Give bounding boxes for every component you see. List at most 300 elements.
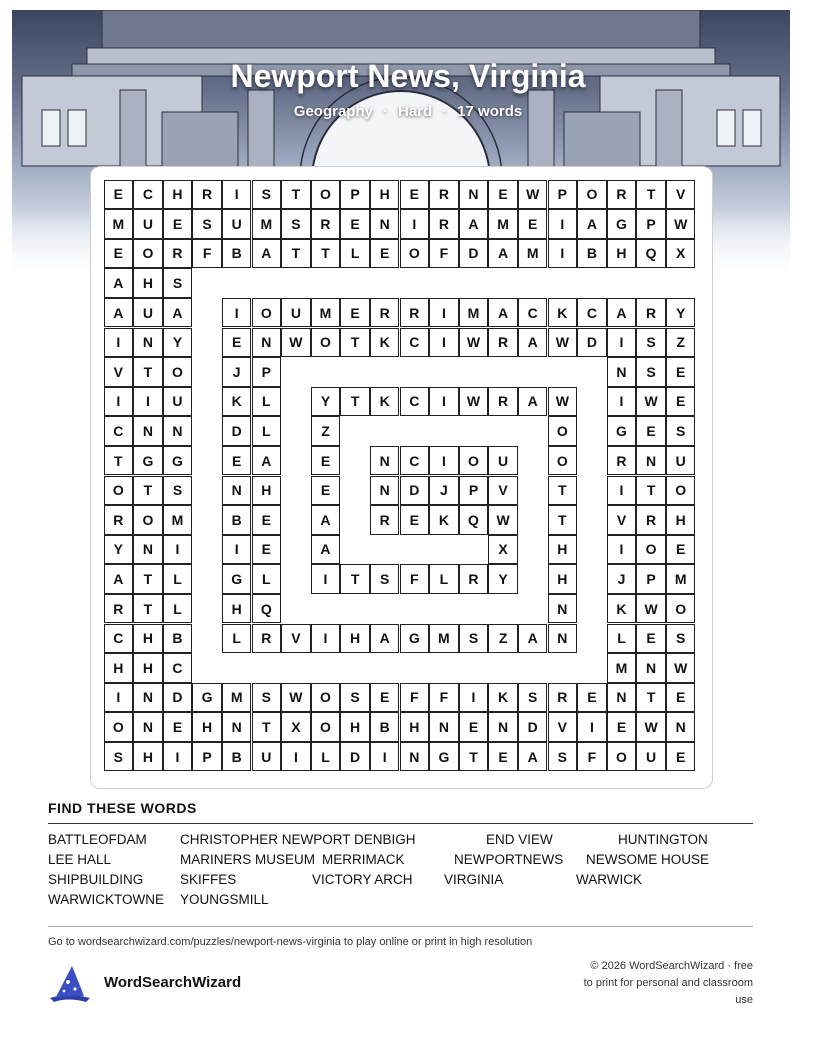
grid-cell[interactable]: Y — [311, 387, 341, 417]
grid-cell[interactable]: U — [133, 209, 163, 239]
grid-cell[interactable]: R — [429, 209, 459, 239]
grid-cell[interactable]: L — [252, 387, 282, 417]
grid-cell[interactable]: U — [488, 446, 518, 476]
grid-cell[interactable]: A — [518, 328, 548, 358]
grid-cell[interactable]: B — [222, 239, 252, 269]
grid-cell[interactable]: I — [429, 298, 459, 328]
grid-cell[interactable]: I — [429, 446, 459, 476]
grid-cell[interactable]: U — [133, 298, 163, 328]
grid-cell[interactable]: O — [311, 712, 341, 742]
grid-cell[interactable]: I — [459, 683, 489, 713]
grid-cell[interactable]: P — [636, 209, 666, 239]
grid-cell[interactable]: R — [400, 298, 430, 328]
grid-cell[interactable]: H — [340, 624, 370, 654]
grid-cell[interactable]: P — [252, 357, 282, 387]
grid-cell[interactable]: E — [370, 239, 400, 269]
grid-cell[interactable]: I — [370, 742, 400, 772]
grid-cell[interactable]: F — [192, 239, 222, 269]
grid-cell[interactable]: H — [252, 476, 282, 506]
grid-cell[interactable]: G — [222, 564, 252, 594]
grid-cell[interactable]: P — [459, 476, 489, 506]
grid-cell[interactable]: J — [607, 564, 637, 594]
grid-cell[interactable]: H — [370, 180, 400, 210]
grid-cell[interactable]: Q — [636, 239, 666, 269]
grid-cell[interactable]: O — [133, 505, 163, 535]
grid-cell[interactable]: T — [340, 564, 370, 594]
grid-cell[interactable]: E — [488, 742, 518, 772]
grid-cell[interactable]: B — [163, 624, 193, 654]
grid-cell[interactable]: E — [400, 505, 430, 535]
grid-cell[interactable]: K — [222, 387, 252, 417]
grid-cell[interactable]: N — [636, 653, 666, 683]
grid-cell[interactable]: O — [311, 683, 341, 713]
grid-cell[interactable]: E — [163, 209, 193, 239]
grid-cell[interactable]: G — [192, 683, 222, 713]
grid-cell[interactable]: O — [548, 446, 578, 476]
grid-cell[interactable]: R — [429, 180, 459, 210]
grid-cell[interactable]: E — [400, 180, 430, 210]
grid-cell[interactable]: N — [400, 742, 430, 772]
grid-cell[interactable]: T — [133, 357, 163, 387]
grid-cell[interactable]: I — [133, 387, 163, 417]
grid-cell[interactable]: S — [104, 742, 134, 772]
grid-cell[interactable]: S — [459, 624, 489, 654]
grid-cell[interactable]: T — [133, 476, 163, 506]
grid-cell[interactable]: E — [666, 357, 696, 387]
grid-cell[interactable]: L — [163, 564, 193, 594]
grid-cell[interactable]: V — [104, 357, 134, 387]
grid-cell[interactable]: I — [607, 387, 637, 417]
grid-cell[interactable]: A — [104, 298, 134, 328]
grid-cell[interactable]: M — [607, 653, 637, 683]
grid-cell[interactable]: I — [222, 535, 252, 565]
grid-cell[interactable]: E — [311, 446, 341, 476]
grid-cell[interactable]: A — [252, 446, 282, 476]
grid-cell[interactable]: N — [607, 683, 637, 713]
grid-cell[interactable]: W — [281, 328, 311, 358]
grid-cell[interactable]: R — [370, 505, 400, 535]
grid-cell[interactable]: U — [666, 446, 696, 476]
grid-cell[interactable]: R — [252, 624, 282, 654]
grid-cell[interactable]: N — [133, 535, 163, 565]
grid-cell[interactable]: Y — [666, 298, 696, 328]
grid-cell[interactable]: R — [488, 387, 518, 417]
grid-cell[interactable]: L — [163, 594, 193, 624]
grid-cell[interactable]: G — [133, 446, 163, 476]
grid-cell[interactable]: T — [104, 446, 134, 476]
grid-cell[interactable]: A — [607, 298, 637, 328]
grid-cell[interactable]: R — [636, 298, 666, 328]
grid-cell[interactable]: H — [548, 535, 578, 565]
grid-cell[interactable]: E — [518, 209, 548, 239]
grid-cell[interactable]: E — [636, 624, 666, 654]
grid-cell[interactable]: N — [548, 624, 578, 654]
grid-cell[interactable]: Q — [252, 594, 282, 624]
grid-cell[interactable]: M — [104, 209, 134, 239]
grid-cell[interactable]: I — [104, 387, 134, 417]
grid-cell[interactable]: H — [548, 564, 578, 594]
grid-cell[interactable]: N — [666, 712, 696, 742]
grid-cell[interactable]: H — [607, 239, 637, 269]
grid-cell[interactable]: D — [222, 416, 252, 446]
grid-cell[interactable]: K — [370, 328, 400, 358]
grid-cell[interactable]: I — [429, 328, 459, 358]
grid-cell[interactable]: O — [163, 357, 193, 387]
grid-cell[interactable]: S — [370, 564, 400, 594]
grid-cell[interactable]: R — [104, 594, 134, 624]
grid-cell[interactable]: V — [607, 505, 637, 535]
grid-cell[interactable]: E — [459, 712, 489, 742]
grid-cell[interactable]: P — [192, 742, 222, 772]
grid-cell[interactable]: D — [518, 712, 548, 742]
grid-cell[interactable]: E — [666, 742, 696, 772]
grid-cell[interactable]: H — [133, 624, 163, 654]
grid-cell[interactable]: S — [252, 683, 282, 713]
grid-cell[interactable]: B — [370, 712, 400, 742]
grid-cell[interactable]: H — [192, 712, 222, 742]
grid-cell[interactable]: T — [636, 180, 666, 210]
grid-cell[interactable]: V — [666, 180, 696, 210]
grid-cell[interactable]: Y — [163, 328, 193, 358]
grid-cell[interactable]: R — [459, 564, 489, 594]
grid-cell[interactable]: H — [222, 594, 252, 624]
grid-cell[interactable]: K — [607, 594, 637, 624]
grid-cell[interactable]: E — [370, 683, 400, 713]
grid-cell[interactable]: I — [104, 683, 134, 713]
grid-cell[interactable]: O — [666, 476, 696, 506]
grid-cell[interactable]: S — [548, 742, 578, 772]
grid-cell[interactable]: A — [311, 505, 341, 535]
grid-cell[interactable]: M — [459, 298, 489, 328]
grid-cell[interactable]: L — [340, 239, 370, 269]
grid-cell[interactable]: E — [163, 712, 193, 742]
grid-cell[interactable]: M — [252, 209, 282, 239]
grid-cell[interactable]: A — [459, 209, 489, 239]
grid-cell[interactable]: L — [311, 742, 341, 772]
grid-cell[interactable]: I — [548, 209, 578, 239]
grid-cell[interactable]: I — [311, 564, 341, 594]
grid-cell[interactable]: I — [104, 328, 134, 358]
letter-grid[interactable] — [104, 180, 696, 772]
grid-cell[interactable]: R — [607, 446, 637, 476]
grid-cell[interactable]: T — [133, 594, 163, 624]
grid-cell[interactable]: B — [577, 239, 607, 269]
grid-cell[interactable]: R — [163, 239, 193, 269]
grid-cell[interactable]: C — [400, 328, 430, 358]
grid-cell[interactable]: D — [340, 742, 370, 772]
grid-cell[interactable]: K — [429, 505, 459, 535]
grid-cell[interactable]: R — [311, 209, 341, 239]
grid-cell[interactable]: L — [607, 624, 637, 654]
grid-cell[interactable]: C — [104, 416, 134, 446]
grid-cell[interactable]: E — [311, 476, 341, 506]
grid-cell[interactable]: M — [488, 209, 518, 239]
grid-cell[interactable]: M — [518, 239, 548, 269]
grid-cell[interactable]: I — [429, 387, 459, 417]
grid-cell[interactable]: O — [311, 180, 341, 210]
grid-cell[interactable]: Y — [488, 564, 518, 594]
grid-cell[interactable]: N — [607, 357, 637, 387]
grid-cell[interactable]: F — [400, 564, 430, 594]
grid-cell[interactable]: N — [133, 416, 163, 446]
grid-cell[interactable]: T — [133, 564, 163, 594]
grid-cell[interactable]: G — [163, 446, 193, 476]
grid-cell[interactable]: H — [133, 742, 163, 772]
grid-cell[interactable]: S — [163, 476, 193, 506]
grid-cell[interactable]: T — [340, 328, 370, 358]
grid-cell[interactable]: V — [488, 476, 518, 506]
grid-cell[interactable]: N — [133, 328, 163, 358]
grid-cell[interactable]: I — [281, 742, 311, 772]
grid-cell[interactable]: U — [222, 209, 252, 239]
grid-cell[interactable]: C — [518, 298, 548, 328]
grid-cell[interactable]: I — [548, 239, 578, 269]
grid-cell[interactable]: F — [577, 742, 607, 772]
grid-cell[interactable]: P — [548, 180, 578, 210]
grid-cell[interactable]: N — [252, 328, 282, 358]
grid-cell[interactable]: Z — [488, 624, 518, 654]
grid-cell[interactable]: I — [163, 535, 193, 565]
grid-cell[interactable]: B — [222, 505, 252, 535]
grid-cell[interactable]: O — [400, 239, 430, 269]
grid-cell[interactable]: I — [607, 328, 637, 358]
grid-cell[interactable]: F — [429, 239, 459, 269]
grid-cell[interactable]: F — [429, 683, 459, 713]
grid-cell[interactable]: O — [548, 416, 578, 446]
grid-cell[interactable]: K — [548, 298, 578, 328]
grid-cell[interactable]: T — [459, 742, 489, 772]
grid-cell[interactable]: S — [163, 268, 193, 298]
grid-cell[interactable]: H — [104, 653, 134, 683]
grid-cell[interactable]: W — [518, 180, 548, 210]
grid-cell[interactable]: F — [400, 683, 430, 713]
grid-cell[interactable]: C — [133, 180, 163, 210]
grid-cell[interactable]: T — [548, 476, 578, 506]
grid-cell[interactable]: R — [607, 180, 637, 210]
grid-cell[interactable]: A — [518, 624, 548, 654]
grid-cell[interactable]: N — [429, 712, 459, 742]
grid-cell[interactable]: E — [340, 298, 370, 328]
grid-cell[interactable]: T — [281, 239, 311, 269]
grid-cell[interactable]: I — [163, 742, 193, 772]
grid-cell[interactable]: W — [548, 387, 578, 417]
grid-cell[interactable]: E — [577, 683, 607, 713]
grid-cell[interactable]: A — [518, 387, 548, 417]
grid-cell[interactable]: X — [281, 712, 311, 742]
grid-cell[interactable]: A — [163, 298, 193, 328]
grid-cell[interactable]: R — [548, 683, 578, 713]
grid-cell[interactable]: A — [488, 298, 518, 328]
grid-cell[interactable]: A — [252, 239, 282, 269]
grid-cell[interactable]: I — [577, 712, 607, 742]
grid-cell[interactable]: G — [400, 624, 430, 654]
grid-cell[interactable]: E — [607, 712, 637, 742]
grid-cell[interactable]: H — [163, 180, 193, 210]
grid-cell[interactable]: S — [636, 328, 666, 358]
grid-cell[interactable]: T — [311, 239, 341, 269]
grid-cell[interactable]: O — [636, 535, 666, 565]
grid-cell[interactable]: E — [666, 535, 696, 565]
grid-cell[interactable]: T — [548, 505, 578, 535]
grid-cell[interactable]: V — [281, 624, 311, 654]
grid-cell[interactable]: Y — [104, 535, 134, 565]
grid-cell[interactable]: I — [607, 476, 637, 506]
grid-cell[interactable]: W — [459, 328, 489, 358]
grid-cell[interactable]: Z — [311, 416, 341, 446]
grid-cell[interactable]: H — [133, 653, 163, 683]
grid-cell[interactable]: K — [370, 387, 400, 417]
grid-cell[interactable]: E — [252, 535, 282, 565]
grid-cell[interactable]: N — [488, 712, 518, 742]
grid-cell[interactable]: X — [666, 239, 696, 269]
grid-cell[interactable]: S — [340, 683, 370, 713]
grid-cell[interactable]: E — [222, 328, 252, 358]
grid-cell[interactable]: M — [429, 624, 459, 654]
grid-cell[interactable]: L — [252, 416, 282, 446]
grid-cell[interactable]: W — [666, 653, 696, 683]
grid-cell[interactable]: U — [281, 298, 311, 328]
grid-cell[interactable]: O — [459, 446, 489, 476]
grid-cell[interactable]: E — [488, 180, 518, 210]
grid-cell[interactable]: N — [459, 180, 489, 210]
grid-cell[interactable]: O — [104, 712, 134, 742]
grid-cell[interactable]: S — [636, 357, 666, 387]
grid-cell[interactable]: R — [192, 180, 222, 210]
grid-cell[interactable]: E — [666, 387, 696, 417]
grid-cell[interactable]: J — [222, 357, 252, 387]
grid-cell[interactable]: N — [133, 712, 163, 742]
grid-cell[interactable]: H — [666, 505, 696, 535]
grid-cell[interactable]: W — [636, 594, 666, 624]
grid-cell[interactable]: U — [163, 387, 193, 417]
grid-cell[interactable]: T — [636, 683, 666, 713]
grid-cell[interactable]: C — [400, 446, 430, 476]
grid-cell[interactable]: Z — [666, 328, 696, 358]
grid-cell[interactable]: J — [429, 476, 459, 506]
grid-cell[interactable]: S — [281, 209, 311, 239]
grid-cell[interactable]: M — [163, 505, 193, 535]
grid-cell[interactable]: O — [104, 476, 134, 506]
grid-cell[interactable]: O — [666, 594, 696, 624]
grid-cell[interactable]: N — [222, 712, 252, 742]
grid-cell[interactable]: I — [607, 535, 637, 565]
grid-cell[interactable]: A — [488, 239, 518, 269]
grid-cell[interactable]: E — [252, 505, 282, 535]
grid-cell[interactable]: O — [133, 239, 163, 269]
grid-cell[interactable]: S — [666, 624, 696, 654]
grid-cell[interactable]: A — [311, 535, 341, 565]
grid-cell[interactable]: A — [518, 742, 548, 772]
grid-cell[interactable]: I — [222, 298, 252, 328]
grid-cell[interactable]: L — [252, 564, 282, 594]
grid-cell[interactable]: S — [252, 180, 282, 210]
grid-cell[interactable]: N — [163, 416, 193, 446]
grid-cell[interactable]: A — [370, 624, 400, 654]
grid-cell[interactable]: L — [429, 564, 459, 594]
grid-cell[interactable]: E — [104, 239, 134, 269]
grid-cell[interactable]: N — [548, 594, 578, 624]
grid-cell[interactable]: N — [370, 476, 400, 506]
grid-cell[interactable]: T — [340, 387, 370, 417]
grid-cell[interactable]: S — [666, 416, 696, 446]
grid-cell[interactable]: G — [607, 209, 637, 239]
grid-cell[interactable]: P — [636, 564, 666, 594]
grid-cell[interactable]: O — [607, 742, 637, 772]
grid-cell[interactable]: E — [636, 416, 666, 446]
grid-cell[interactable]: H — [340, 712, 370, 742]
grid-cell[interactable]: R — [636, 505, 666, 535]
grid-cell[interactable]: U — [636, 742, 666, 772]
grid-cell[interactable]: N — [222, 476, 252, 506]
grid-cell[interactable]: D — [400, 476, 430, 506]
grid-cell[interactable]: S — [192, 209, 222, 239]
grid-cell[interactable]: D — [163, 683, 193, 713]
grid-cell[interactable]: I — [311, 624, 341, 654]
grid-cell[interactable]: I — [222, 180, 252, 210]
grid-cell[interactable]: W — [488, 505, 518, 535]
grid-cell[interactable]: W — [548, 328, 578, 358]
grid-cell[interactable]: E — [222, 446, 252, 476]
grid-cell[interactable]: E — [340, 209, 370, 239]
grid-cell[interactable]: A — [577, 209, 607, 239]
grid-cell[interactable]: T — [281, 180, 311, 210]
grid-cell[interactable]: T — [636, 476, 666, 506]
grid-cell[interactable]: C — [163, 653, 193, 683]
grid-cell[interactable]: N — [370, 209, 400, 239]
grid-cell[interactable]: O — [252, 298, 282, 328]
grid-cell[interactable]: E — [104, 180, 134, 210]
grid-cell[interactable]: B — [222, 742, 252, 772]
grid-cell[interactable]: E — [666, 683, 696, 713]
grid-cell[interactable]: A — [104, 268, 134, 298]
grid-cell[interactable]: R — [488, 328, 518, 358]
grid-cell[interactable]: P — [340, 180, 370, 210]
grid-cell[interactable]: I — [400, 209, 430, 239]
grid-cell[interactable]: O — [311, 328, 341, 358]
grid-cell[interactable]: G — [429, 742, 459, 772]
grid-cell[interactable]: M — [311, 298, 341, 328]
grid-cell[interactable]: C — [577, 298, 607, 328]
grid-cell[interactable]: R — [370, 298, 400, 328]
grid-cell[interactable]: W — [281, 683, 311, 713]
grid-cell[interactable]: D — [459, 239, 489, 269]
grid-cell[interactable]: U — [252, 742, 282, 772]
grid-cell[interactable]: Q — [459, 505, 489, 535]
grid-cell[interactable]: C — [400, 387, 430, 417]
grid-cell[interactable]: A — [104, 564, 134, 594]
grid-cell[interactable]: H — [400, 712, 430, 742]
grid-cell[interactable]: O — [577, 180, 607, 210]
grid-cell[interactable]: R — [104, 505, 134, 535]
grid-cell[interactable]: G — [607, 416, 637, 446]
grid-cell[interactable]: T — [252, 712, 282, 742]
grid-cell[interactable]: H — [133, 268, 163, 298]
grid-cell[interactable]: W — [666, 209, 696, 239]
grid-cell[interactable]: N — [133, 683, 163, 713]
grid-cell[interactable]: W — [636, 387, 666, 417]
grid-cell[interactable]: L — [222, 624, 252, 654]
grid-cell[interactable]: C — [104, 624, 134, 654]
grid-cell[interactable]: S — [518, 683, 548, 713]
grid-cell[interactable]: N — [370, 446, 400, 476]
grid-cell[interactable]: N — [636, 446, 666, 476]
grid-cell[interactable]: W — [636, 712, 666, 742]
grid-cell[interactable]: V — [548, 712, 578, 742]
grid-cell[interactable]: X — [488, 535, 518, 565]
grid-cell[interactable]: W — [459, 387, 489, 417]
grid-cell[interactable]: K — [488, 683, 518, 713]
grid-cell[interactable]: M — [666, 564, 696, 594]
